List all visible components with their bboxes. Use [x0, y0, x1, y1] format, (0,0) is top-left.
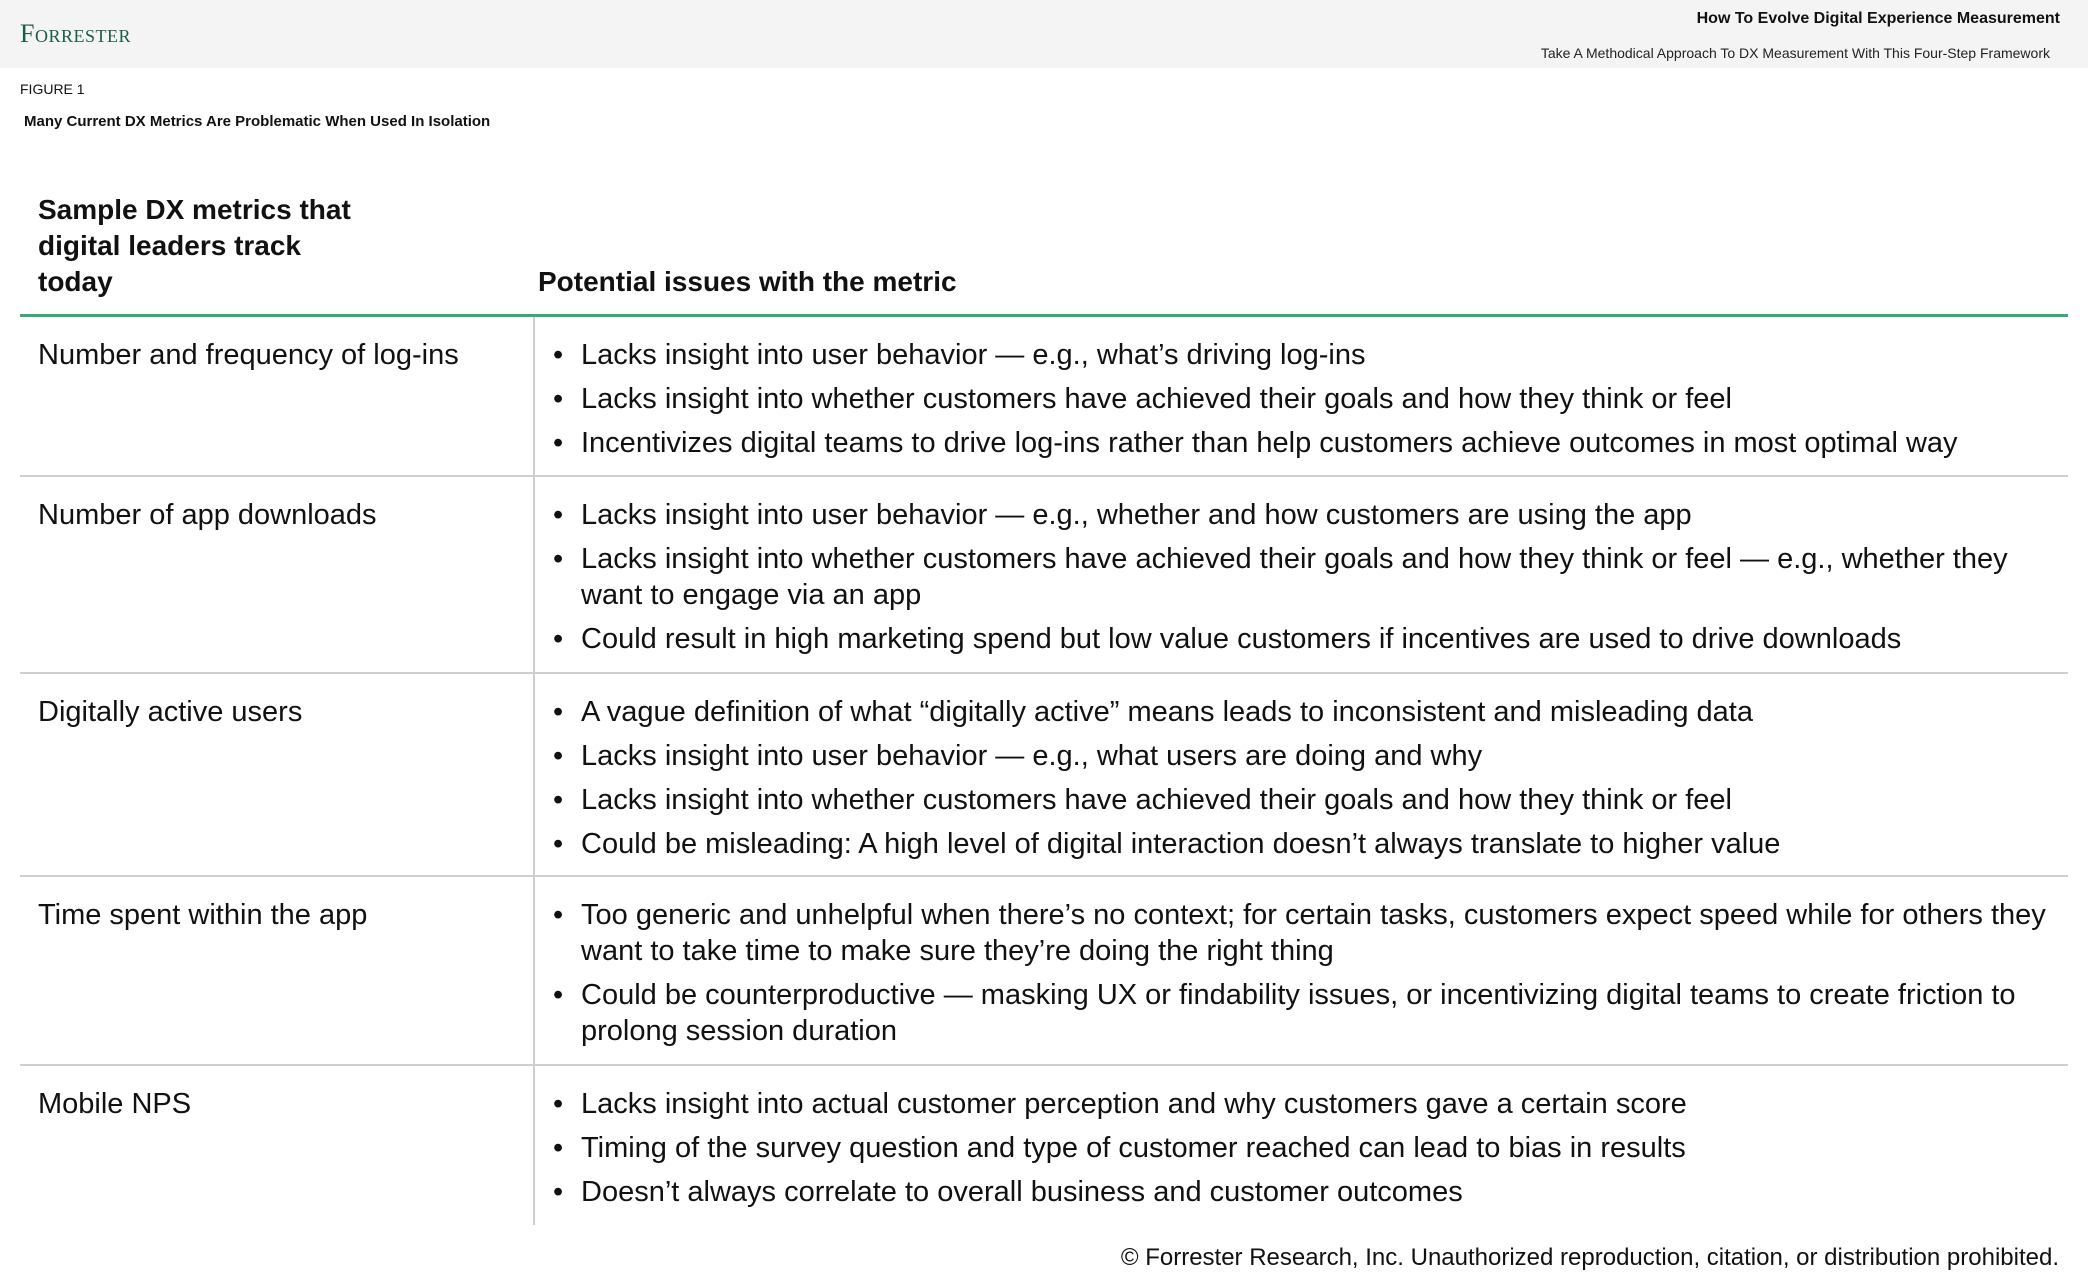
figure-title: Many Current DX Metrics Are Problematic When Used In Isolation — [24, 113, 491, 130]
issue-text: A vague definition of what “digitally active” means leads to inconsistent and misleading data — [581, 696, 1753, 728]
issues-cell — [535, 877, 2068, 1064]
table-header — [20, 194, 2068, 317]
metric-cell: Digitally active users — [20, 674, 535, 875]
bullet-icon: • — [553, 499, 564, 531]
issue-list — [553, 694, 2060, 862]
bullet-icon: • — [553, 740, 564, 772]
issue-list — [553, 497, 2060, 657]
table-row — [20, 877, 2068, 1066]
metric-cell: Number of app downloads — [20, 477, 535, 672]
issue-text: Timing of the survey question and type of customer reached can lead to bias in results — [581, 1132, 1686, 1164]
bullet-icon: • — [553, 1132, 564, 1164]
issue-text: Lacks insight into whether customers have achieved their goals and how they think or feel — e.g., whether they want to engage via an app — [581, 543, 2008, 611]
issue-text: Lacks insight into user behavior — e.g., whether and how customers are using the app — [581, 499, 1692, 531]
bullet-icon: • — [553, 979, 564, 1011]
header-metric-column: Sample DX metrics that digital leaders track today — [38, 194, 351, 297]
issue-text: Could be counterproductive — masking UX or findability issues, or incentivizing digital teams to create friction to prolong session duration — [581, 979, 2016, 1047]
metric-cell: Number and frequency of log-ins — [20, 317, 535, 475]
bullet-icon: • — [553, 696, 564, 728]
metric-cell: Time spent within the app — [20, 877, 535, 1064]
issue-list — [553, 897, 2060, 1049]
issue-list — [553, 1086, 2060, 1210]
issue-text: Lacks insight into user behavior — e.g., what users are doing and why — [581, 740, 1483, 772]
issue-text: Could be misleading: A high level of digital interaction doesn’t always translate to higher value — [581, 828, 1781, 860]
bullet-icon: • — [553, 427, 564, 459]
bullet-icon: • — [553, 1088, 564, 1120]
issue-text: Incentivizes digital teams to drive log-ins rather than help customers achieve outcomes in most optimal way — [581, 427, 1958, 459]
bullet-icon: • — [553, 543, 564, 575]
issue-item — [553, 897, 2060, 969]
table-row — [20, 477, 2068, 674]
issue-item — [553, 621, 2060, 657]
header-issues-column: Potential issues with the metric — [538, 266, 957, 297]
issues-cell — [535, 1066, 2068, 1225]
issue-item — [553, 1174, 2060, 1210]
bullet-icon: • — [553, 828, 564, 860]
copyright-notice: © Forrester Research, Inc. Unauthorized reproduction, citation, or distribution prohibited. — [1120, 1244, 2059, 1271]
forrester-logo: Forrester — [20, 19, 131, 48]
issues-cell — [535, 477, 2068, 672]
issue-text: Lacks insight into whether customers have achieved their goals and how they think or feel — [581, 784, 1732, 816]
issue-text: Lacks insight into whether customers have achieved their goals and how they think or feel — [581, 383, 1732, 415]
issue-item — [553, 1130, 2060, 1166]
issue-item — [553, 738, 2060, 774]
issue-text: Lacks insight into user behavior — e.g., what’s driving log-ins — [581, 339, 1366, 371]
bullet-icon: • — [553, 339, 564, 371]
issue-item — [553, 425, 2060, 461]
metric-cell: Mobile NPS — [20, 1066, 535, 1225]
table-row — [20, 674, 2068, 877]
bullet-icon: • — [553, 1176, 564, 1208]
issue-text: Doesn’t always correlate to overall business and customer outcomes — [581, 1176, 1463, 1208]
report-subtitle: Take A Methodical Approach To DX Measurement With This Four-Step Framework — [1540, 45, 2050, 61]
issue-item — [553, 782, 2060, 818]
table-row — [20, 317, 2068, 477]
bullet-icon: • — [553, 383, 564, 415]
bullet-icon: • — [553, 623, 564, 655]
issue-text: Lacks insight into actual customer perception and why customers gave a certain score — [581, 1088, 1687, 1120]
issue-item — [553, 381, 2060, 417]
report-title: How To Evolve Digital Experience Measurement — [1696, 10, 2060, 27]
issues-cell — [535, 674, 2068, 875]
issue-item — [553, 337, 2060, 373]
bullet-icon: • — [553, 899, 564, 931]
issue-text: Could result in high marketing spend but low value customers if incentives are used to drive downloads — [581, 623, 1902, 655]
issue-item — [553, 826, 2060, 862]
table-row — [20, 1066, 2068, 1225]
issue-list — [553, 337, 2060, 461]
issue-item — [553, 1086, 2060, 1122]
issue-item — [553, 977, 2060, 1049]
bullet-icon: • — [553, 784, 564, 816]
issue-item — [553, 541, 2060, 613]
issues-cell — [535, 317, 2068, 475]
issue-item — [553, 497, 2060, 533]
issue-item — [553, 694, 2060, 730]
issue-text: Too generic and unhelpful when there’s no context; for certain tasks, customers expect speed while for others they want to take time to make sure they’re doing the right thing — [581, 899, 2046, 967]
metrics-table — [20, 194, 2068, 1225]
figure-number: FIGURE 1 — [20, 81, 85, 97]
